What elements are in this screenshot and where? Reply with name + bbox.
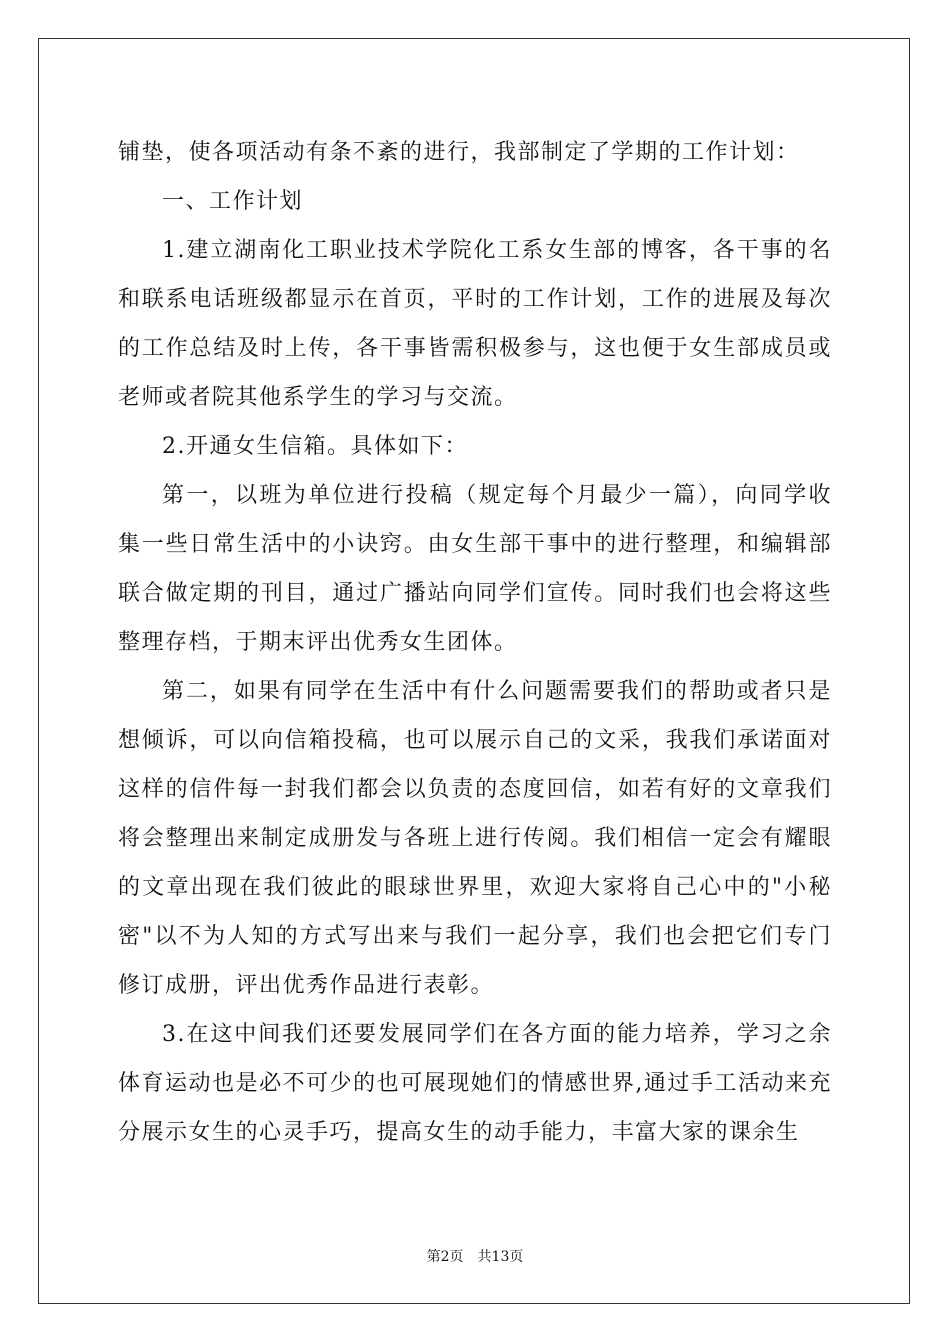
page-number-current: 第2页 (426, 1249, 464, 1265)
section-heading: 一、工作计划 (162, 189, 304, 214)
paragraph-second-point: 第二，如果有同学在生活中有什么问题需要我们的帮助或者只是想倾诉，可以向信箱投稿，也可以展示自己的文采，我我们承诺面对这样的信件每一封我们都会以负责的态度回信，如若有好的文章我们将会整理出来制定成册发与各班上进行传阅。我们相信一定会有耀眼的文章出现在我们彼此的眼球世界里，欢迎大家将自己心中的"小秘密"以不为人知的方式写出来与我们一起分享，我们也会把它们专门修订成册，评出优秀作品进行表彰。 (118, 679, 832, 998)
paragraph-continuation: 铺垫，使各项活动有条不紊的进行，我部制定了学期的工作计划： (118, 140, 800, 165)
paragraph-item-2: 2.开通女生信箱。具体如下： (162, 434, 468, 459)
document-body (118, 128, 832, 1157)
page-footer (0, 1246, 950, 1266)
page-number-total: 共13页 (477, 1249, 524, 1265)
paragraph-item-3: 3.在这中间我们还要发展同学们在各方面的能力培养，学习之余体育运动也是必不可少的也可展现她们的情感世界,通过手工活动来充分展示女生的心灵手巧，提高女生的动手能力，丰富大家的课余生 (118, 1022, 832, 1145)
paragraph-first-point: 第一，以班为单位进行投稿（规定每个月最少一篇），向同学收集一些日常生活中的小诀窍。由女生部干事中的进行整理，和编辑部联合做定期的刊目，通过广播站向同学们宣传。同时我们也会将这些整理存档，于期末评出优秀女生团体。 (118, 483, 832, 655)
paragraph-item-1: 1.建立湖南化工职业技术学院化工系女生部的博客，各干事的名和联系电话班级都显示在首页，平时的工作计划，工作的进展及每次的工作总结及时上传，各干事皆需积极参与，这也便于女生部成员或老师或者院其他系学生的学习与交流。 (118, 238, 832, 410)
